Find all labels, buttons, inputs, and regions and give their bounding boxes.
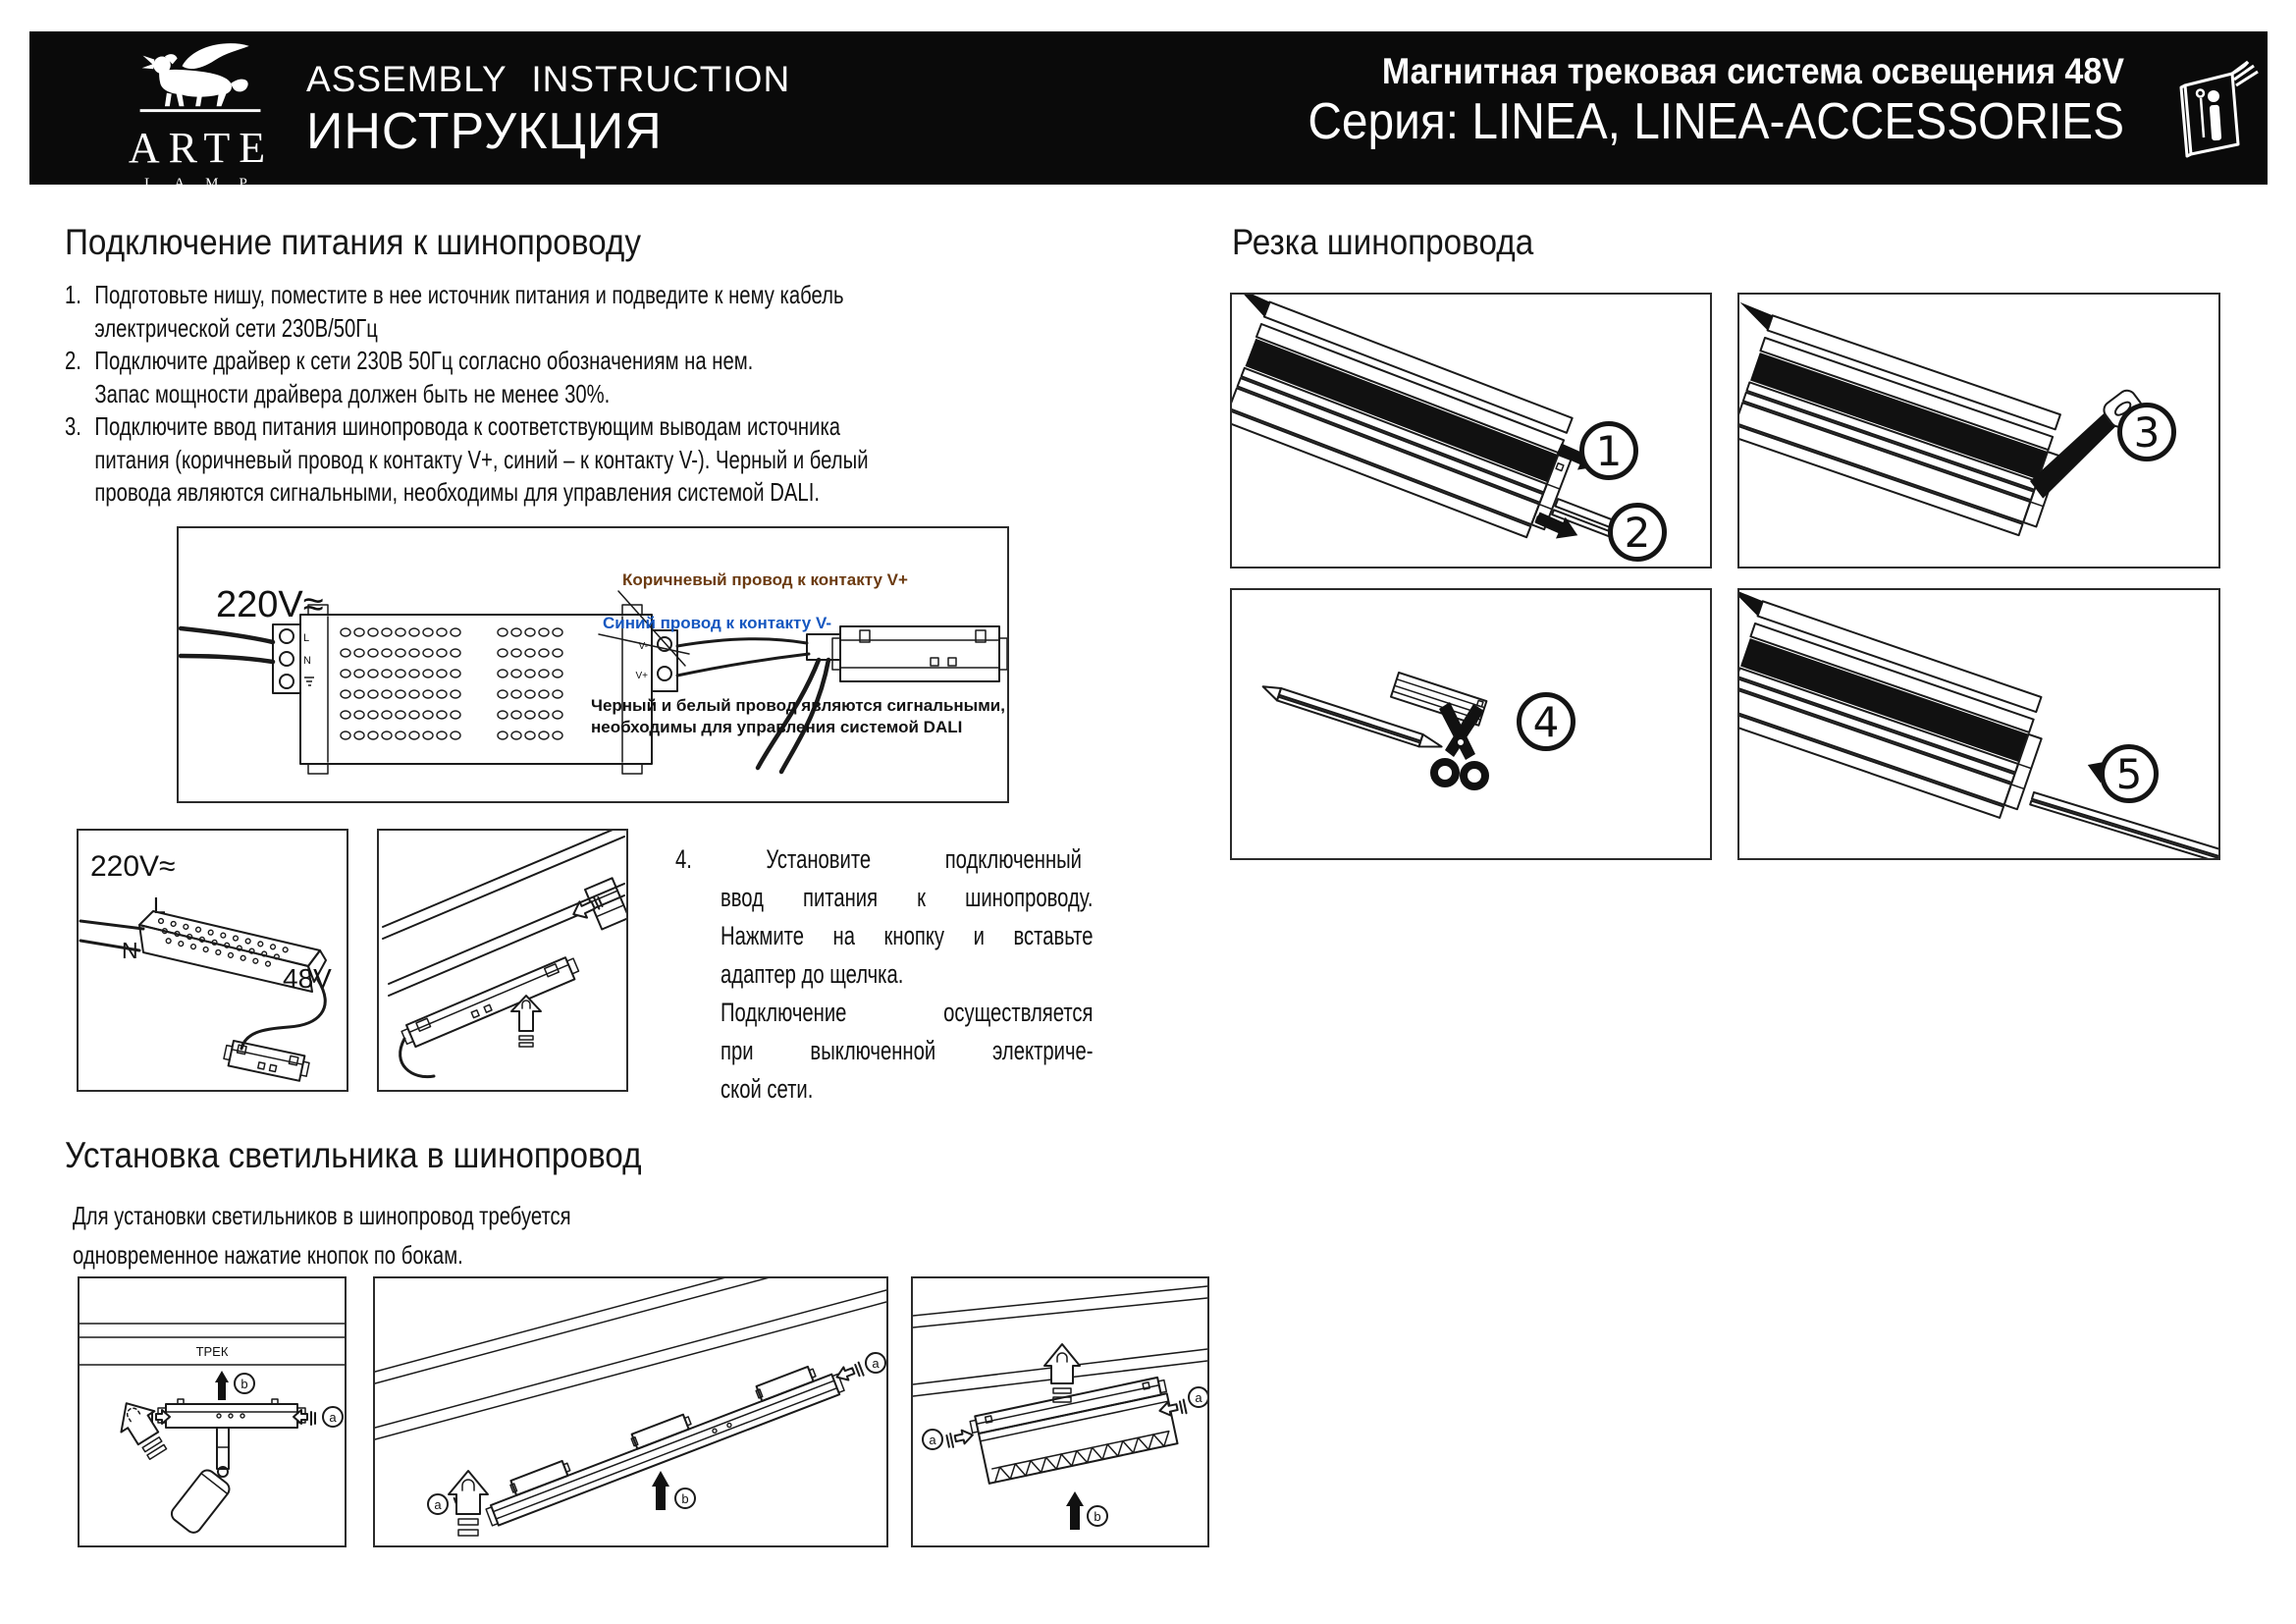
up-arrow-icon — [215, 1371, 229, 1400]
install-spot-panel — [78, 1276, 347, 1547]
svg-text:N: N — [122, 938, 138, 963]
svg-text:b: b — [1094, 1509, 1101, 1524]
step-4-line: ввод питания к шинопроводу. — [721, 883, 1094, 912]
product-series: Серия: LINEA, LINEA-ACCESSORIES — [1308, 93, 2124, 150]
wiring-diagram-panel — [177, 526, 1009, 803]
press-marker-a-right — [294, 1407, 343, 1427]
wiring-diagram-drawing — [179, 528, 1007, 801]
title-assembly-instruction: ASSEMBLY INSTRUCTION — [306, 59, 791, 99]
brand-subname: LAMP — [144, 176, 268, 191]
marker-b — [215, 1371, 254, 1400]
earth-symbol-icon — [304, 677, 314, 685]
power-feed-adapter-drawing — [832, 626, 1007, 681]
info-booklet-icon — [2171, 39, 2262, 175]
step-line: электрической сети 230В/50Гц — [94, 312, 378, 343]
cut-step-5-panel — [1737, 588, 2220, 860]
step-4-line: при выключенной электриче- — [721, 1036, 1094, 1065]
track-label: ТРЕК — [195, 1344, 229, 1359]
marker-b — [1066, 1491, 1107, 1530]
svg-text:220V≈: 220V≈ — [90, 850, 176, 883]
note-line: одновременное нажатие кнопок по бокам. — [73, 1240, 463, 1270]
step-4-line: Нажмите на кнопку и вставьте — [721, 921, 1094, 950]
step-badge-2: 2 — [1608, 503, 1667, 562]
winged-lion-icon — [136, 39, 266, 116]
press-button-icon — [449, 1471, 488, 1536]
step-badge-1: 1 — [1579, 421, 1638, 480]
up-arrow-icon — [652, 1471, 669, 1510]
mains-voltage-label: 220V≈ — [216, 584, 324, 625]
svg-text:a: a — [1195, 1390, 1202, 1405]
cut-step-1-2-panel — [1230, 293, 1712, 568]
svg-text:a: a — [872, 1356, 880, 1371]
press-button-icon — [1044, 1344, 1080, 1402]
header-bar — [29, 31, 2268, 191]
spot-luminaire-drawing — [158, 1399, 305, 1536]
step-4-line: адаптер до щелчка. — [721, 959, 904, 989]
vent-holes — [341, 628, 562, 739]
svg-text:b: b — [240, 1377, 248, 1391]
svg-text:V-: V- — [638, 641, 648, 652]
insert-direction-arrow-icon — [569, 893, 604, 922]
power-steps-list — [65, 279, 1095, 510]
step-line: 2. Подключите драйвер к сети 230В 50Гц согласно обозначениям на нем. — [65, 346, 754, 375]
psu-cable-drawing — [79, 831, 347, 1090]
svg-text:N: N — [303, 655, 311, 667]
step-badge-5: 5 — [2100, 744, 2159, 803]
brand-name: ARTE — [128, 124, 275, 172]
note-line: Для установки светильников в шинопровод требуется — [73, 1201, 571, 1230]
cut-step-5-drawing — [1739, 590, 2218, 858]
magnetic-connector-drawing — [223, 1040, 311, 1082]
step-4-line: Подключение осуществляется — [721, 998, 1094, 1027]
arte-lamp-logo — [128, 39, 275, 192]
cut-step-3-panel — [1737, 293, 2220, 568]
install-grill-panel — [911, 1276, 1209, 1547]
heading-power-connection: Подключение питания к шинопроводу — [65, 222, 642, 262]
press-marker-a-right — [834, 1353, 885, 1384]
power-feed-adapter — [400, 954, 581, 1049]
step-line: 1. Подготовьте нишу, поместите в нее источник питания и подведите к нему кабель — [65, 280, 844, 309]
step-4-text — [675, 840, 1217, 1109]
svg-text:b: b — [681, 1491, 689, 1506]
svg-text:48V: 48V — [283, 963, 332, 994]
svg-text:a: a — [929, 1433, 936, 1447]
heading-track-cutting: Резка шинопровода — [1232, 222, 1534, 262]
step-badge-4: 4 — [1517, 692, 1575, 751]
pull-arrow-2-icon — [1532, 507, 1582, 546]
step-line: провода являются сигнальными, необходимы для управления системой DALI. — [94, 477, 820, 507]
install-grill-drawing — [913, 1278, 1207, 1545]
install-linear-drawing — [375, 1278, 886, 1545]
title-instruction-ru: ИНСТРУКЦИЯ — [306, 103, 663, 160]
step-4-line: 4. Установите подключенный — [675, 844, 1082, 874]
up-arrow-icon — [1066, 1491, 1084, 1530]
marker-b — [652, 1471, 695, 1510]
svg-text:a: a — [434, 1497, 442, 1512]
install-note — [73, 1196, 712, 1274]
grill-luminaire-drawing — [969, 1377, 1177, 1485]
brown-wire-label: Коричневый провод к контакту V+ — [622, 570, 908, 589]
step-line: 3. Подключите ввод питания шинопровода к соответствующим выводам источника — [65, 411, 841, 441]
step-line: Запас мощности драйвера должен быть не менее 30%. — [94, 378, 611, 408]
psu-cable-panel — [77, 829, 348, 1092]
svg-text:V+: V+ — [635, 671, 648, 681]
step-badge-3: 3 — [2117, 403, 2176, 461]
signal-wires-label-2: необходимы для управления системой DALI — [591, 718, 963, 736]
heading-luminaire-install: Установка светильника в шинопровод — [65, 1135, 642, 1175]
step-line: питания (коричневый провод к контакту V+, синий – к контакту V-). Черный и белый — [94, 444, 869, 474]
install-spot-drawing — [80, 1278, 345, 1545]
blue-wire-label: Синий провод к контакту V- — [603, 614, 832, 632]
svg-text:L: L — [153, 893, 166, 918]
adapter-insert-panel — [377, 829, 628, 1092]
product-title: Магнитная трековая система освещения 48V — [1381, 51, 2124, 91]
step-4-line: ской сети. — [721, 1074, 814, 1104]
svg-text:a: a — [329, 1410, 337, 1425]
adapter-insert-drawing — [379, 831, 626, 1090]
press-marker-a-left — [923, 1429, 975, 1449]
signal-wires-label-1: Черный и белый провод являются сигнальными, — [591, 696, 1005, 715]
install-linear-panel — [373, 1276, 888, 1547]
scissors-icon — [1434, 702, 1485, 786]
svg-text:L: L — [303, 632, 310, 644]
cut-step-4-panel — [1230, 588, 1712, 860]
cut-step-4-drawing — [1232, 590, 1710, 858]
